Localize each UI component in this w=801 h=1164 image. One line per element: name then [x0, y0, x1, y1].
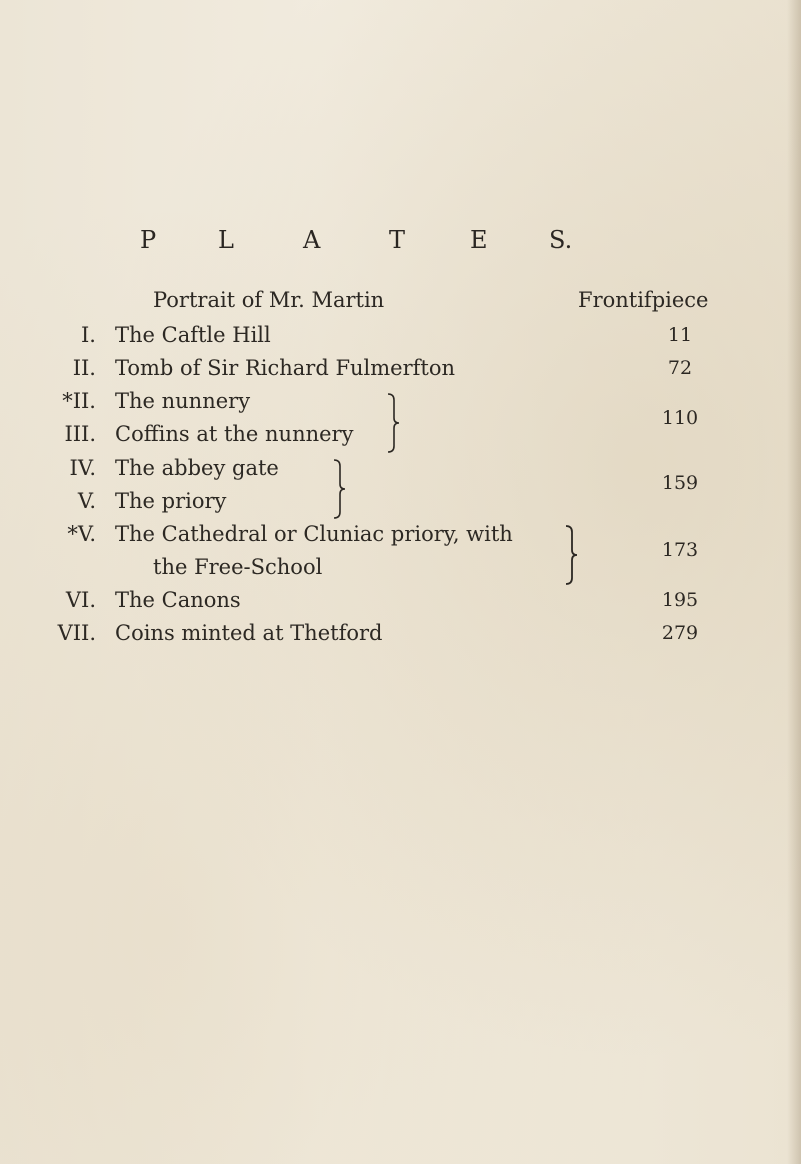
entry-number: IV.: [69, 456, 96, 480]
entry-number: *V.: [67, 522, 96, 546]
heading-letter: E: [470, 226, 488, 254]
entry-text: The Caftle Hill: [115, 323, 271, 347]
entry-text-portrait: Portrait of Mr. Martin: [153, 288, 385, 312]
brace-nunnery: [384, 392, 404, 454]
plates-heading: [0, 226, 801, 266]
entry-page: 11: [667, 324, 693, 346]
entry-text: The Canons: [115, 588, 241, 612]
entry-text: The nunnery: [115, 389, 251, 413]
entry-text: The abbey gate: [115, 456, 279, 480]
entry-page: 279: [661, 622, 699, 644]
entry-number: V.: [77, 489, 96, 513]
entry-number: I.: [81, 323, 96, 347]
entry-number: VI.: [65, 588, 96, 612]
entry-text: the Free-School: [153, 555, 323, 579]
entry-page-abbey: 159: [661, 472, 699, 494]
entry-text: Tomb of Sir Richard Fulmerfton: [115, 356, 456, 380]
entry-page: 72: [667, 357, 693, 379]
entry-number: III.: [64, 422, 96, 446]
entry-page-nunnery: 110: [661, 407, 699, 429]
heading-letter: P: [140, 226, 157, 254]
entry-page-cathedral: 173: [661, 539, 699, 561]
entry-number: VII.: [57, 621, 96, 645]
page-edge-shadow: [787, 0, 801, 1164]
entry-text: Coffins at the nunnery: [115, 422, 354, 446]
entry-text: The Cathedral or Cluniac priory, with: [115, 522, 513, 546]
entry-text: Coins minted at Thetford: [115, 621, 383, 645]
entry-page-portrait: Frontifpiece: [578, 288, 709, 312]
heading-letter: T: [389, 226, 406, 254]
heading-letter: S.: [549, 226, 573, 254]
entry-number: II.: [72, 356, 96, 380]
entry-text: The priory: [115, 489, 227, 513]
entry-number: *II.: [62, 389, 96, 413]
heading-letter: L: [218, 226, 234, 254]
heading-letter: A: [303, 226, 321, 254]
brace-cathedral: [562, 524, 582, 586]
entry-page: 195: [661, 589, 699, 611]
brace-abbey: [330, 458, 350, 520]
